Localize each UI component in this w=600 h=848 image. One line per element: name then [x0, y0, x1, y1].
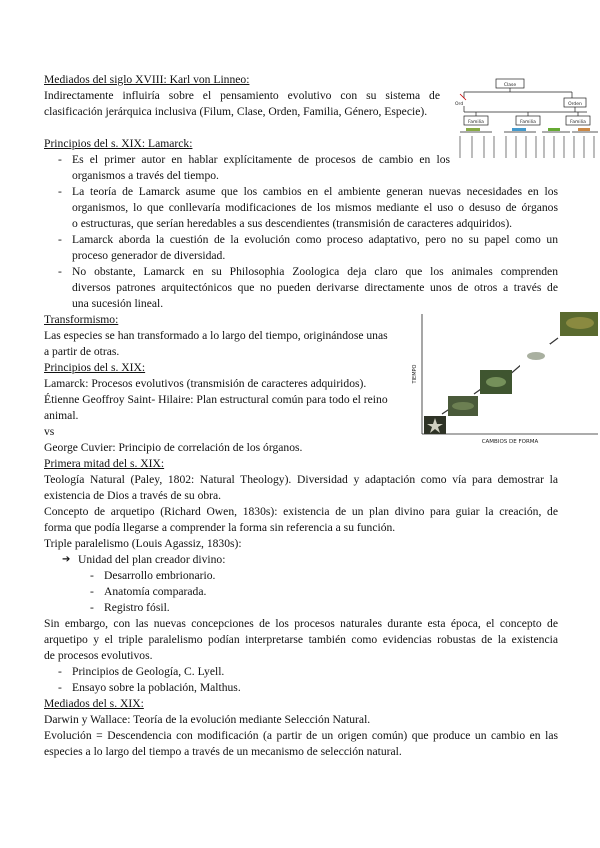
paragraph-line: Triple paralelismo (Louis Agassiz, 1830s): — [44, 537, 242, 550]
paragraph-line: de procesos evolutivos. — [44, 649, 153, 662]
bullet-line: diversos patrones arquitectónicos que no pueden derivarse directamente unos de otros a través de — [72, 281, 558, 294]
paragraph-line: a partir de otras. — [44, 345, 120, 358]
paragraph-line: Las especies se han transformado a lo largo del tiempo, originándose unas — [44, 329, 388, 342]
paragraph-line: Teología Natural (Paley, 1802: Natural Theology). Diversidad y adaptación como vía para demostrar la — [44, 473, 558, 486]
bullet-dash: - — [58, 265, 62, 278]
bullet-line: Es el primer autor en hablar explícitamente de procesos de cambio en los — [72, 153, 450, 166]
paragraph-line: existencia de Dios a través de su obra. — [44, 489, 222, 502]
figure-x-label: CAMBIOS DE FORMA — [481, 439, 539, 445]
tree-node-familia-3: Familia — [570, 120, 586, 125]
bullet-dash: - — [90, 585, 94, 598]
paragraph-line: vs — [44, 425, 55, 438]
bullet-dash: - — [58, 665, 62, 678]
bullet-line: No obstante, Lamarck en su Philosophia Zoologica deja claro que los animales comprenden — [72, 265, 558, 278]
bullet-dash: - — [58, 153, 62, 166]
section-heading-lamarck: Principios del s. XIX: Lamarck: — [44, 137, 193, 150]
sub-bullet-line: Registro fósil. — [104, 601, 170, 614]
bullet-line: organismos a través del tiempo. — [72, 169, 219, 182]
paragraph-line: Sin embargo, con las nuevas concepciones de los procesos naturales durante esta época, el concepto de — [44, 617, 558, 630]
tree-node-familia-2: Familia — [520, 120, 536, 125]
tree-node-orden-left: Ord — [455, 102, 464, 107]
section-heading-principios: Principios del s. XIX: — [44, 361, 146, 374]
paragraph-line: arquetipo y el triple paralelismo podían interpretarse también como evidencias robustas de la existencia — [44, 633, 558, 646]
bullet-line: una sucesión lineal. — [72, 297, 164, 310]
bullet-line: Ensayo sobre la población, Malthus. — [72, 681, 241, 694]
bullet-dash: - — [90, 569, 94, 582]
bullet-line: o estructuras, que serían heredables a sus descendientes (transmisión de caracteres adquiridos). — [72, 217, 513, 230]
bullet-line: Lamarck aborda la cuestión de la evolución como proceso adaptativo, pero no su papel como un — [72, 233, 558, 246]
transformism-figure — [408, 312, 600, 446]
section-heading-primera-mitad: Primera mitad del s. XIX: — [44, 457, 165, 470]
section-heading-linneo: Mediados del siglo XVIII: Karl von Linneo: — [44, 73, 250, 86]
bullet-line: La teoría de Lamarck asume que los cambios en el ambiente generan nuevas necesidades en los — [72, 185, 558, 198]
sub-bullet-line: Anatomía comparada. — [104, 585, 207, 598]
paragraph-line: Evolución = Descendencia con modificación (a partir de un origen común) que produce un cambio en las — [44, 729, 558, 742]
figure-y-label: TIEMPO — [412, 364, 418, 384]
classification-tree-diagram — [452, 76, 600, 166]
paragraph-line: especies a lo largo del tiempo a través de un mecanismo de selección natural. — [44, 745, 402, 758]
arrow-item: Unidad del plan creador divino: — [78, 553, 226, 566]
bullet-line: organismos, lo que conllevaría modificaciones de los mismos mediante el uso o desuso de órganos — [72, 201, 558, 214]
section-heading-mediados-xix: Mediados del s. XIX: — [44, 697, 144, 710]
paragraph-line: Étienne Geoffroy Saint- Hilaire: Plan estructural común para todo el reino — [44, 393, 388, 406]
section-heading-transformismo: Transformismo: — [44, 313, 119, 326]
paragraph-line: Lamarck: Procesos evolutivos (transmisión de caracteres adquiridos). — [44, 377, 367, 390]
paragraph-line: George Cuvier: Principio de correlación de los órganos. — [44, 441, 303, 454]
tree-node-orden-right: Orden — [568, 102, 582, 107]
paragraph-line: Concepto de arquetipo (Richard Owen, 1830s): existencia de un plan divino para guiar la creación, de — [44, 505, 558, 518]
bullet-dash: - — [58, 233, 62, 246]
bullet-dash: - — [58, 681, 62, 694]
sub-bullet-line: Desarrollo embrionario. — [104, 569, 216, 582]
bullet-dash: - — [58, 185, 62, 198]
paragraph-line: Indirectamente influiría sobre el pensamiento evolutivo con su sistema de — [44, 89, 440, 102]
paragraph-line: animal. — [44, 409, 79, 422]
bullet-line: proceso generador de diversidad. — [72, 249, 226, 262]
paragraph-line: Darwin y Wallace: Teoría de la evolución mediante Selección Natural. — [44, 713, 371, 726]
bullet-line: Principios de Geología, C. Lyell. — [72, 665, 225, 678]
paragraph-line: forma que podía llegarse a comprender la forma sin referencia a su función. — [44, 521, 396, 534]
arrow-bullet-icon: ➔ — [62, 554, 71, 565]
tree-node-clase: Clase — [503, 83, 517, 88]
tree-node-familia-1: Familia — [468, 120, 484, 125]
paragraph-line: clasificación jerárquica inclusiva (Filum, Clase, Orden, Familia, Género, Especie). — [44, 105, 428, 118]
bullet-dash: - — [90, 601, 94, 614]
